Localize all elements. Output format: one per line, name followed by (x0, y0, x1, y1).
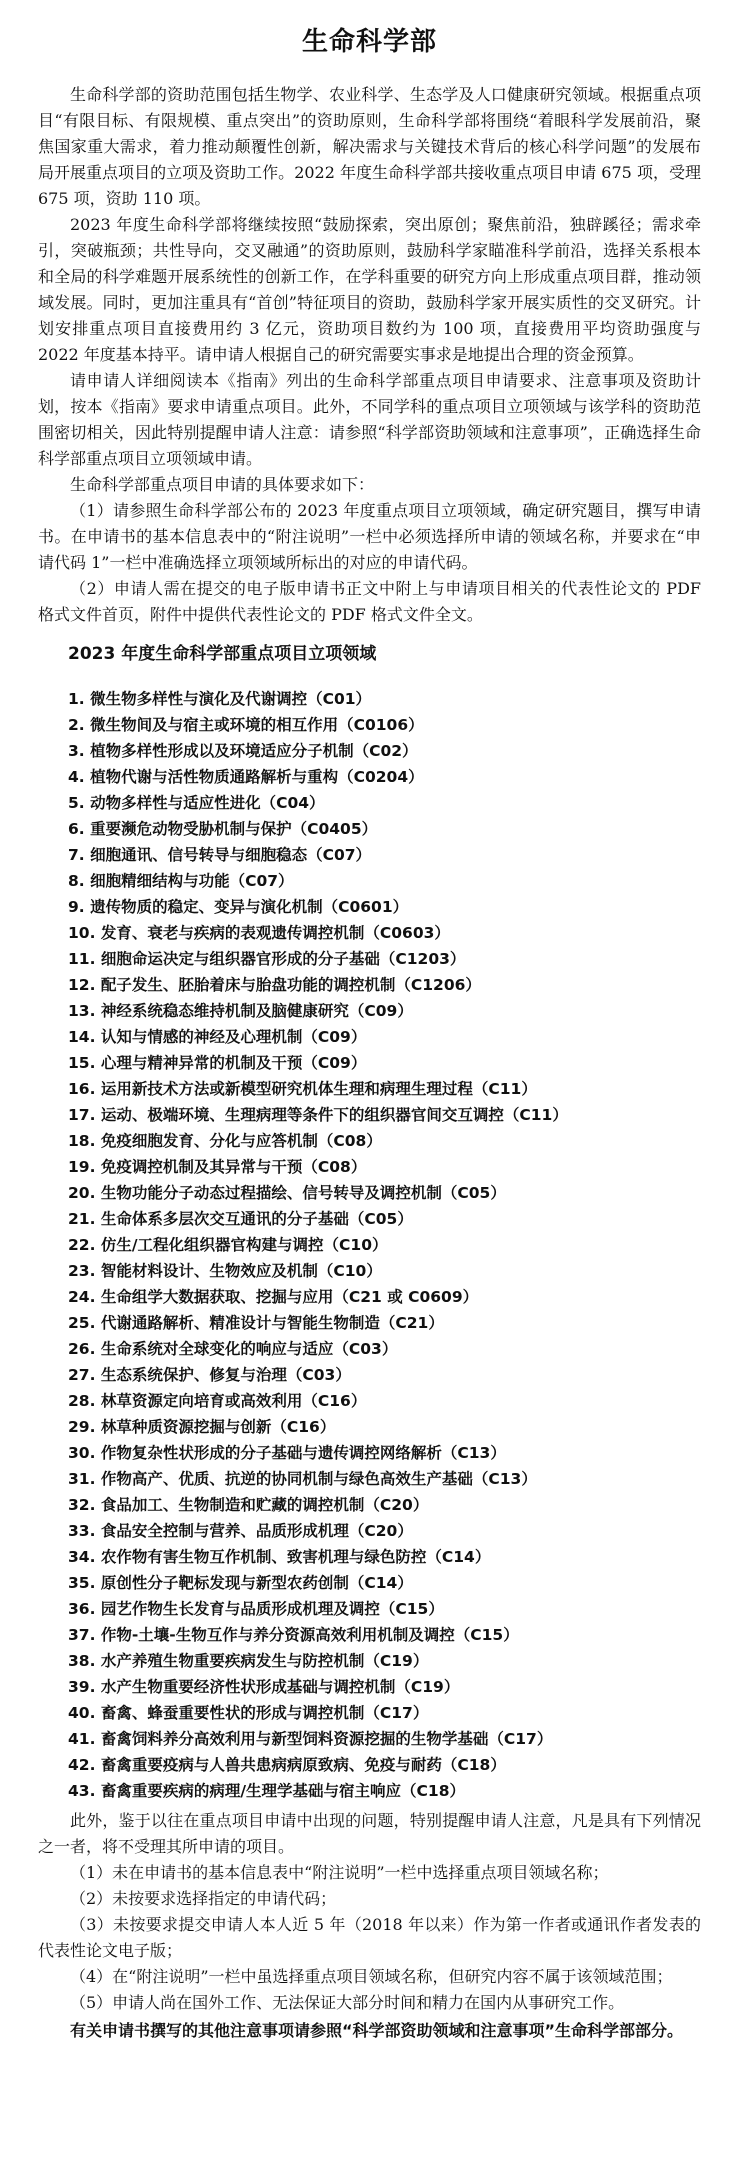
area-number: 32. (68, 1496, 96, 1514)
area-item (38, 1206, 701, 1232)
area-text: 畜禽重要疫病与人兽共患病病原致病、免疫与耐药（C18） (100, 1756, 506, 1774)
area-number: 7. (68, 846, 85, 864)
area-number: 14. (68, 1028, 96, 1046)
area-text: 智能材料设计、生物效应及机制（C10） (100, 1262, 382, 1280)
area-number: 33. (68, 1522, 96, 1540)
area-text: 遗传物质的稳定、变异与演化机制（C0601） (90, 898, 409, 916)
area-item (38, 1180, 701, 1206)
area-number: 22. (68, 1236, 96, 1254)
intro-paragraph: 2023 年度生命科学部将继续按照“鼓励探索，突出原创；聚焦前沿，独辟蹊径；需求牵引，突破瓶颈；共性导向，交叉融通”的资助原则，鼓励科学家瞄准科学前沿，选择关系根本和全局的科学难题开展系统性的创新工作，在学科重要的研究方向上形成重点项目群，推动领域发展。同时，更加注重具有“首创”特征项目的资助，鼓励科学家开展实质性的交叉研究。计划安排重点项目直接费用约 3 亿元，资助项目数约为 100 项，直接费用平均资助强度与 2022 年度基本持平。请申请人根据自己的研究需要实事求是地提出合理的资金预算。 (38, 215, 701, 364)
area-text: 生命系统对全球变化的响应与适应（C03） (100, 1340, 398, 1358)
area-text: 运用新技术方法或新模型研究机体生理和病理生理过程（C11） (100, 1080, 537, 1098)
note-item: （2）未按要求选择指定的申请代码； (70, 1889, 337, 1908)
area-text: 食品安全控制与营养、品质形成机理（C20） (100, 1522, 413, 1540)
intro-paragraph: 生命科学部的资助范围包括生物学、农业科学、生态学及人口健康研究领域。根据重点项目“有限目标、有限规模、重点突出”的资助原则，生命科学部将围绕“着眼科学发展前沿，聚焦国家重大需求，着力推动颠覆性创新，解决需求与关键技术背后的核心科学问题”的发展布局开展重点项目的立项及资助工作。2022 年度生命科学部共接收重点项目申请 675 项，受理 675 项，资助 110 项。 (38, 85, 701, 208)
area-number: 37. (68, 1626, 96, 1644)
area-number: 9. (68, 898, 85, 916)
area-item (38, 1622, 701, 1648)
requirements-lead: 生命科学部重点项目申请的具体要求如下： (70, 475, 375, 494)
area-text: 畜禽重要疾病的病理/生理学基础与宿主响应（C18） (100, 1782, 465, 1800)
area-item (38, 1362, 701, 1388)
area-number: 28. (68, 1392, 96, 1410)
area-item (38, 1284, 701, 1310)
area-text: 生命组学大数据获取、挖掘与应用（C21 或 C0609） (100, 1288, 479, 1306)
area-number: 15. (68, 1054, 96, 1072)
area-item (38, 1414, 701, 1440)
area-item (38, 816, 701, 842)
area-number: 27. (68, 1366, 96, 1384)
area-text: 原创性分子靶标发现与新型农药创制（C14） (100, 1574, 413, 1592)
area-text: 林草资源定向培育或高效利用（C16） (100, 1392, 367, 1410)
area-text: 畜禽、蜂蚕重要性状的形成与调控机制（C17） (100, 1704, 429, 1722)
area-number: 39. (68, 1678, 96, 1696)
area-item (38, 1024, 701, 1050)
area-text: 农作物有害生物互作机制、致害机理与绿色防控（C14） (100, 1548, 491, 1566)
area-item (38, 738, 701, 764)
area-item (38, 1050, 701, 1076)
area-text: 神经系统稳态维持机制及脑健康研究（C09） (100, 1002, 413, 1020)
area-item (38, 712, 701, 738)
area-item (38, 1544, 701, 1570)
area-number: 19. (68, 1158, 96, 1176)
area-number: 31. (68, 1470, 96, 1488)
area-item (38, 1440, 701, 1466)
area-text: 植物代谢与活性物质通路解析与重构（C0204） (90, 768, 424, 786)
area-item (38, 1648, 701, 1674)
area-text: 微生物多样性与演化及代谢调控（C01） (90, 690, 372, 708)
area-number: 12. (68, 976, 96, 994)
intro-paragraph: 请申请人详细阅读本《指南》列出的生命科学部重点项目申请要求、注意事项及资助计划，按本《指南》要求申请重点项目。此外，不同学科的重点项目立项领域与该学科的资助范围密切相关，因此特别提醒申请人注意：请参照“科学部资助领域和注意事项”，正确选择生命科学部重点项目立项领域申请。 (38, 371, 701, 468)
area-number: 10. (68, 924, 96, 942)
area-item (38, 920, 701, 946)
area-number: 34. (68, 1548, 96, 1566)
area-number: 43. (68, 1782, 96, 1800)
area-text: 园艺作物生长发育与品质形成机理及调控（C15） (100, 1600, 444, 1618)
area-number: 3. (68, 742, 85, 760)
area-item (38, 1310, 701, 1336)
area-list (38, 686, 701, 1804)
notes-section (38, 1808, 701, 2016)
area-item (38, 1700, 701, 1726)
area-number: 18. (68, 1132, 96, 1150)
area-number: 35. (68, 1574, 96, 1592)
area-number: 26. (68, 1340, 96, 1358)
area-item (38, 1388, 701, 1414)
area-text: 生态系统保护、修复与治理（C03） (100, 1366, 351, 1384)
area-number: 2. (68, 716, 85, 734)
requirement-item: （1）请参照生命科学部公布的 2023 年度重点项目立项领域，确定研究题目，撰写申请书。在申请书的基本信息表中的“附注说明”一栏中必须选择所申请的领域名称，并要求在“申请代码 1”一栏中准确选择立项领域所标出的对应的申请代码。 (38, 501, 701, 572)
area-number: 4. (68, 768, 85, 786)
area-number: 24. (68, 1288, 96, 1306)
area-item (38, 894, 701, 920)
area-item (38, 764, 701, 790)
area-item (38, 1102, 701, 1128)
area-item (38, 1154, 701, 1180)
area-text: 水产生物重要经济性状形成基础与调控机制（C19） (100, 1678, 460, 1696)
area-number: 1. (68, 690, 85, 708)
area-item (38, 946, 701, 972)
area-text: 水产养殖生物重要疾病发生与防控机制（C19） (100, 1652, 429, 1670)
area-number: 25. (68, 1314, 96, 1332)
area-item (38, 868, 701, 894)
area-number: 5. (68, 794, 85, 812)
area-item (38, 972, 701, 998)
area-text: 免疫细胞发育、分化与应答机制（C08） (100, 1132, 382, 1150)
note-item: （3）未按要求提交申请人本人近 5 年（2018 年以来）作为第一作者或通讯作者发表的代表性论文电子版； (38, 1915, 701, 1960)
area-number: 29. (68, 1418, 96, 1436)
area-item (38, 1492, 701, 1518)
area-item (38, 1778, 701, 1804)
area-item (38, 1596, 701, 1622)
area-number: 16. (68, 1080, 96, 1098)
area-number: 8. (68, 872, 85, 890)
area-item (38, 1232, 701, 1258)
area-text: 动物多样性与适应性进化（C04） (90, 794, 325, 812)
area-number: 42. (68, 1756, 96, 1774)
area-text: 运动、极端环境、生理病理等条件下的组织器官间交互调控（C11） (100, 1106, 568, 1124)
area-number: 11. (68, 950, 96, 968)
area-text: 细胞通讯、信号转导与细胞稳态（C07） (90, 846, 372, 864)
area-item (38, 998, 701, 1024)
area-text: 心理与精神异常的机制及干预（C09） (100, 1054, 367, 1072)
area-text: 配子发生、胚胎着床与胎盘功能的调控机制（C1206） (100, 976, 481, 994)
area-item (38, 1752, 701, 1778)
area-item (38, 842, 701, 868)
area-number: 6. (68, 820, 85, 838)
area-text: 认知与情感的神经及心理机制（C09） (100, 1028, 367, 1046)
area-text: 免疫调控机制及其异常与干预（C08） (100, 1158, 367, 1176)
area-number: 38. (68, 1652, 96, 1670)
area-text: 代谢通路解析、精准设计与智能生物制造（C21） (100, 1314, 444, 1332)
area-text: 植物多样性形成以及环境适应分子机制（C02） (90, 742, 418, 760)
note-item: （4）在“附注说明”一栏中虽选择重点项目领域名称，但研究内容不属于该领域范围； (70, 1967, 673, 1986)
area-text: 重要濒危动物受胁机制与保护（C0405） (90, 820, 378, 838)
area-text: 细胞命运决定与组织器官形成的分子基础（C1203） (100, 950, 466, 968)
intro-section (38, 82, 701, 628)
note-item: （1）未在申请书的基本信息表中“附注说明”一栏中选择重点项目领域名称； (70, 1863, 609, 1882)
area-item (38, 1336, 701, 1362)
area-text: 作物复杂性状形成的分子基础与遗传调控网络解析（C13） (100, 1444, 506, 1462)
area-item (38, 1674, 701, 1700)
note-item: （5）申请人尚在国外工作、无法保证大部分时间和精力在国内从事研究工作。 (70, 1993, 625, 2012)
area-text: 生命体系多层次交互通讯的分子基础（C05） (100, 1210, 413, 1228)
area-item (38, 1726, 701, 1752)
page-title: 生命科学部 (301, 27, 437, 57)
area-number: 36. (68, 1600, 96, 1618)
area-text: 食品加工、生物制造和贮藏的调控机制（C20） (100, 1496, 429, 1514)
area-number: 13. (68, 1002, 96, 1020)
area-item (38, 1258, 701, 1284)
area-number: 40. (68, 1704, 96, 1722)
section-title: 2023 年度生命科学部重点项目立项领域 (68, 644, 377, 664)
area-number: 30. (68, 1444, 96, 1462)
area-item (38, 1570, 701, 1596)
area-text: 林草种质资源挖掘与创新（C16） (100, 1418, 336, 1436)
area-text: 畜禽饲料养分高效利用与新型饲料资源挖掘的生物学基础（C17） (100, 1730, 553, 1748)
area-number: 23. (68, 1262, 96, 1280)
area-item (38, 1466, 701, 1492)
area-text: 作物高产、优质、抗逆的协同机制与绿色高效生产基础（C13） (100, 1470, 537, 1488)
area-text: 生物功能分子动态过程描绘、信号转导及调控机制（C05） (100, 1184, 506, 1202)
area-item (38, 1128, 701, 1154)
area-item (38, 1518, 701, 1544)
area-item (38, 1076, 701, 1102)
notes-intro: 此外，鉴于以往在重点项目申请中出现的问题，特别提醒申请人注意，凡是具有下列情况之一者，将不受理其所申请的项目。 (38, 1811, 701, 1856)
area-number: 20. (68, 1184, 96, 1202)
area-number: 17. (68, 1106, 96, 1124)
area-item (38, 790, 701, 816)
area-text: 仿生/工程化组织器官构建与调控（C10） (100, 1236, 388, 1254)
area-number: 41. (68, 1730, 96, 1748)
area-text: 细胞精细结构与功能（C07） (90, 872, 294, 890)
area-text: 作物-土壤-生物互作与养分资源高效利用机制及调控（C15） (100, 1626, 519, 1644)
footer-note: 有关申请书撰写的其他注意事项请参照“科学部资助领域和注意事项”生命科学部部分。 (70, 2021, 684, 2040)
area-number: 21. (68, 1210, 96, 1228)
area-item (38, 686, 701, 712)
area-text: 发育、衰老与疾病的表观遗传调控机制（C0603） (100, 924, 450, 942)
requirement-item: （2）申请人需在提交的电子版申请书正文中附上与申请项目相关的代表性论文的 PDF 格式文件首页，附件中提供代表性论文的 PDF 格式文件全文。 (38, 579, 701, 624)
area-text: 微生物间及与宿主或环境的相互作用（C0106） (90, 716, 424, 734)
